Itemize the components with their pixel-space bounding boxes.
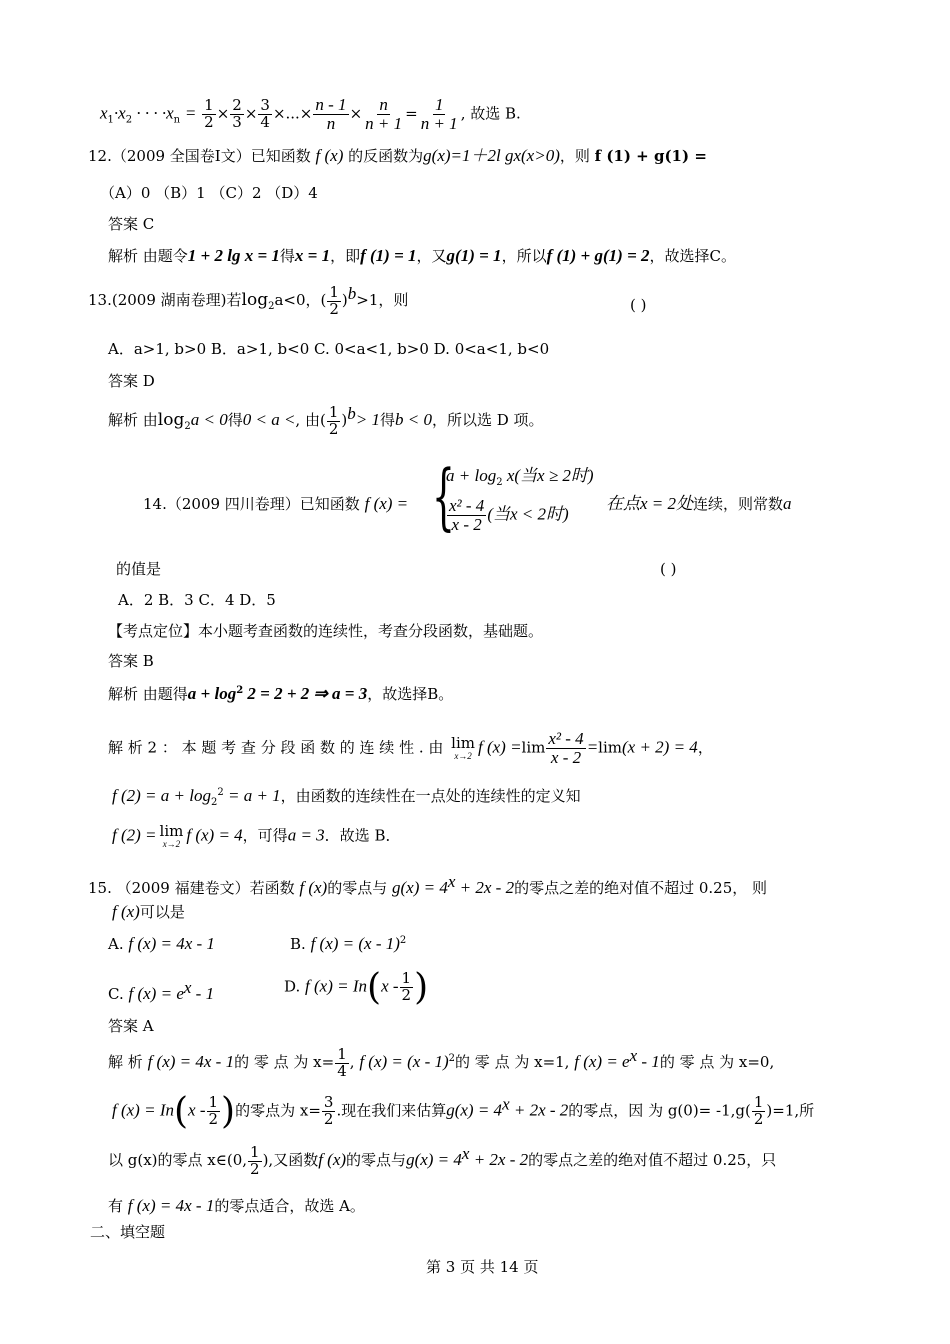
- product-formula-line: $x_1\cdot x_2$ · · · $\cdot x_n$ = $\frac{1}{2}$ × $\frac{2}{3}$ × $\frac{3}{4}$ ×...× $\frac{n - 1}{n}$ × $\frac{n}{n + 1}$ = $\frac{1}{n + 1}$ , 故选 B.: [100, 95, 521, 133]
- question-12-answer: 答案 C: [108, 215, 155, 233]
- question-13: 13.(2009 湖南卷理)若$\log_2a<0$，( $\frac{1}{2}$ )$^b$>1，则: [88, 282, 409, 318]
- question-15-solution-1: 解 析 f (x) = 4x - 1的 零 点 为 x= $\frac{1}{4}$ , f (x) = (x - 1)$^2$的 零 点 为 x=1, f $(x) = e^x - 1$的 零 点 为 x=0,: [108, 1044, 775, 1080]
- question-15-answer: 答案 A: [108, 1017, 154, 1035]
- section-heading-fill-in: 二、填空题: [90, 1223, 166, 1241]
- question-13-paren: ( ): [630, 296, 647, 314]
- question-14-solution-4: f (2) = lim x→2 f (x) = 4，可得a = 3．故选 B．: [112, 822, 401, 849]
- question-13-answer: 答案 D: [108, 372, 155, 390]
- question-12: 12.（2009 全国卷Ⅰ文）已知函数 f (x) 的反函数为g(x)=1＋2l gx(x>0)，则 f (1) + g(1) =: [88, 146, 707, 165]
- question-14-options: A．2 B．3 C．4 D．5: [118, 591, 276, 609]
- question-12-solution: 解析 由题令1 + 2 lg x = 1得x = 1，即f (1) = 1，又g(1) = 1，所以f (1) + g(1) = 2，故选择C。: [108, 246, 736, 265]
- piecewise-case-2: $\frac{\text{x² - 4}}{x - 2}$ (当x < 2时): [449, 496, 569, 534]
- question-12-options: （A）0 （B）1 （C）2 （D）4: [100, 184, 318, 202]
- question-14-solution: 解析 由题得$a + \log^2 2 = 2 + 2$ ⇒ a = 3，故选择B。: [108, 684, 454, 703]
- piecewise-case-1: $a + \log_2 x$(当x ≥ 2时): [446, 466, 594, 488]
- question-14-answer: 答案 B: [108, 652, 154, 670]
- fraction: $\frac{1}{2}$: [204, 96, 214, 131]
- question-13-solution: 解析 由$\log_2a < 0$得0 < a <, 由( $\frac{1}{2}$ )$^b$> 1得b < 0，所以选 D 项。: [108, 402, 544, 438]
- question-15-option-b: B. f (x) = (x - 1)$^2$: [290, 934, 407, 953]
- question-15-solution-2: f (x) = In(x - $\frac{1}{2}$ )的零点为 x= $\frac{3}{2}$ .现在我们来估算$g(x) = 4^x + 2x - 2$的零点，因 为 g(0)= -1,g( $\frac{1}{2}$ )=1,所: [112, 1091, 815, 1132]
- question-15-option-a: A. f (x) = 4x - 1: [108, 934, 215, 953]
- question-15-solution-3: 以 g(x)的零点 x∈(0, $\frac{1}{2}$ ),又函数f (x)的零点与$g(x) = 4^x + 2x - 2$的零点之差的绝对值不超过 0.25，只: [108, 1142, 777, 1178]
- question-14-tail: 在点x = 2处连续，则常数a: [606, 494, 792, 513]
- question-13-options: A．a>1, b>0 B．a>1, b<0 C. 0<a<1, b>0 D. 0<a<1, b<0: [108, 340, 550, 358]
- question-15-option-c: C. f $(x) = e^x - 1$: [108, 978, 215, 1003]
- question-15-option-d: D. f (x) = In(x - $\frac{1}{2}$ ): [284, 967, 429, 1008]
- question-15-solution-4: 有 f (x) = 4x - 1的零点适合，故选 A。: [108, 1196, 365, 1215]
- question-14: 14.（2009 四川卷理）已知函数 f (x) =: [143, 494, 409, 513]
- question-14-line2: 的值是: [116, 560, 162, 578]
- page-footer: 第 3 页 共 14 页: [426, 1258, 539, 1276]
- question-14-paren: ( ): [660, 560, 677, 578]
- question-14-key: 【考点定位】本小题考查函数的连续性，考查分段函数，基础题。: [108, 622, 544, 640]
- piecewise-brace: {: [432, 454, 455, 538]
- question-15-line2: f (x)可以是: [112, 902, 185, 921]
- question-15: 15. （2009 福建卷文）若函数 f (x)的零点与 $g(x) = 4^x + 2x - 2$的零点之差的绝对值不超过 0.25， 则: [88, 872, 768, 897]
- question-14-solution-3: f $(2) = a + \log_2^2 = a + 1$，由函数的连续性在一点处的连续性的定义知: [112, 786, 581, 808]
- question-14-solution-2: 解 析 2 ： 本 题 考 查 分 段 函 数 的 连 续 性 . 由 lim x→2 f (x) =lim $\frac{\text{x² - 4}}{x - 2}$ =lim(x + 2) = 4，: [108, 729, 713, 767]
